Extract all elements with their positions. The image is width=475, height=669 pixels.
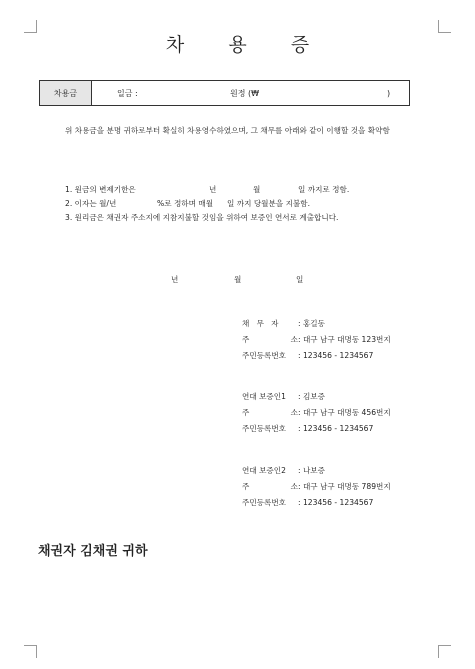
term-1-text: 1. 원금의 변제기한은 (65, 185, 136, 194)
date-month: 월 (234, 275, 242, 284)
guarantor1-id-label: 주민등록번호 (242, 424, 287, 433)
guarantor1-role-label: 연대 보증인1 (242, 392, 286, 401)
guarantor2-name: : 나보증 (298, 466, 325, 475)
guarantor1-id: : 123456 - 1234567 (298, 424, 374, 433)
guarantor1-name: : 김보증 (298, 392, 325, 401)
term-2-text: 2. 이자는 월/년 (65, 199, 117, 208)
debtor-addr-label-1: 주 (242, 335, 250, 344)
debtor-address: : 대구 남구 대명동 123번지 (298, 335, 391, 344)
guarantor2-id-label: 주민등록번호 (242, 498, 287, 507)
term-1-year: 년 (209, 185, 217, 194)
page-corner-bottom-right (438, 645, 451, 658)
amount-gold-label: 일금 : (117, 88, 138, 98)
guarantor2-addr-label-2: 소 (290, 482, 298, 491)
date-day: 일 (296, 275, 304, 284)
amount-won-label: 원정 (₩ (230, 88, 260, 98)
amount-close-paren: ) (387, 88, 391, 98)
debtor-role-label: 채 무 자 (242, 319, 279, 328)
debtor-name: : 홍길동 (298, 319, 325, 328)
debtor-block (242, 316, 391, 364)
intro-paragraph: 위 차용금을 분명 귀하로부터 확실히 차용영수하였으며, 그 채무를 아래와 같이 이행할 것을 확약함 (65, 126, 390, 135)
term-3-text: 3. 원리금은 채권자 주소지에 지참지불할 것임을 위하여 보증인 연서로 계출합니다. (65, 213, 339, 222)
term-1-month: 월 (253, 185, 261, 194)
guarantor1-address: : 대구 남구 대명동 456번지 (298, 408, 391, 417)
date-year: 년 (171, 275, 179, 284)
guarantor2-role-label: 연대 보증인2 (242, 466, 286, 475)
guarantor2-addr-label-1: 주 (242, 482, 250, 491)
amount-label: 차용금 (40, 81, 92, 105)
guarantor2-address: : 대구 남구 대명동 789번지 (298, 482, 391, 491)
term-2-rate: %로 정하며 매월 (157, 199, 214, 208)
guarantor1-addr-label-2: 소 (290, 408, 298, 417)
debtor-id-label: 주민등록번호 (242, 351, 287, 360)
guarantor2-id: : 123456 - 1234567 (298, 498, 374, 507)
guarantor2-block (242, 463, 391, 511)
guarantor1-addr-label-1: 주 (242, 408, 250, 417)
guarantor1-block (242, 389, 391, 437)
term-1-day: 일 까지로 정함. (298, 185, 350, 194)
document-title: 차 용 증 (165, 34, 329, 56)
creditor-addressee: 채권자 김채권 귀하 (38, 544, 148, 559)
debtor-addr-label-2: 소 (290, 335, 298, 344)
debtor-id: : 123456 - 1234567 (298, 351, 374, 360)
page-corner-bottom-left (24, 645, 37, 658)
term-2-day: 일 까지 당월분을 지불함. (227, 199, 311, 208)
amount-box (39, 80, 410, 106)
